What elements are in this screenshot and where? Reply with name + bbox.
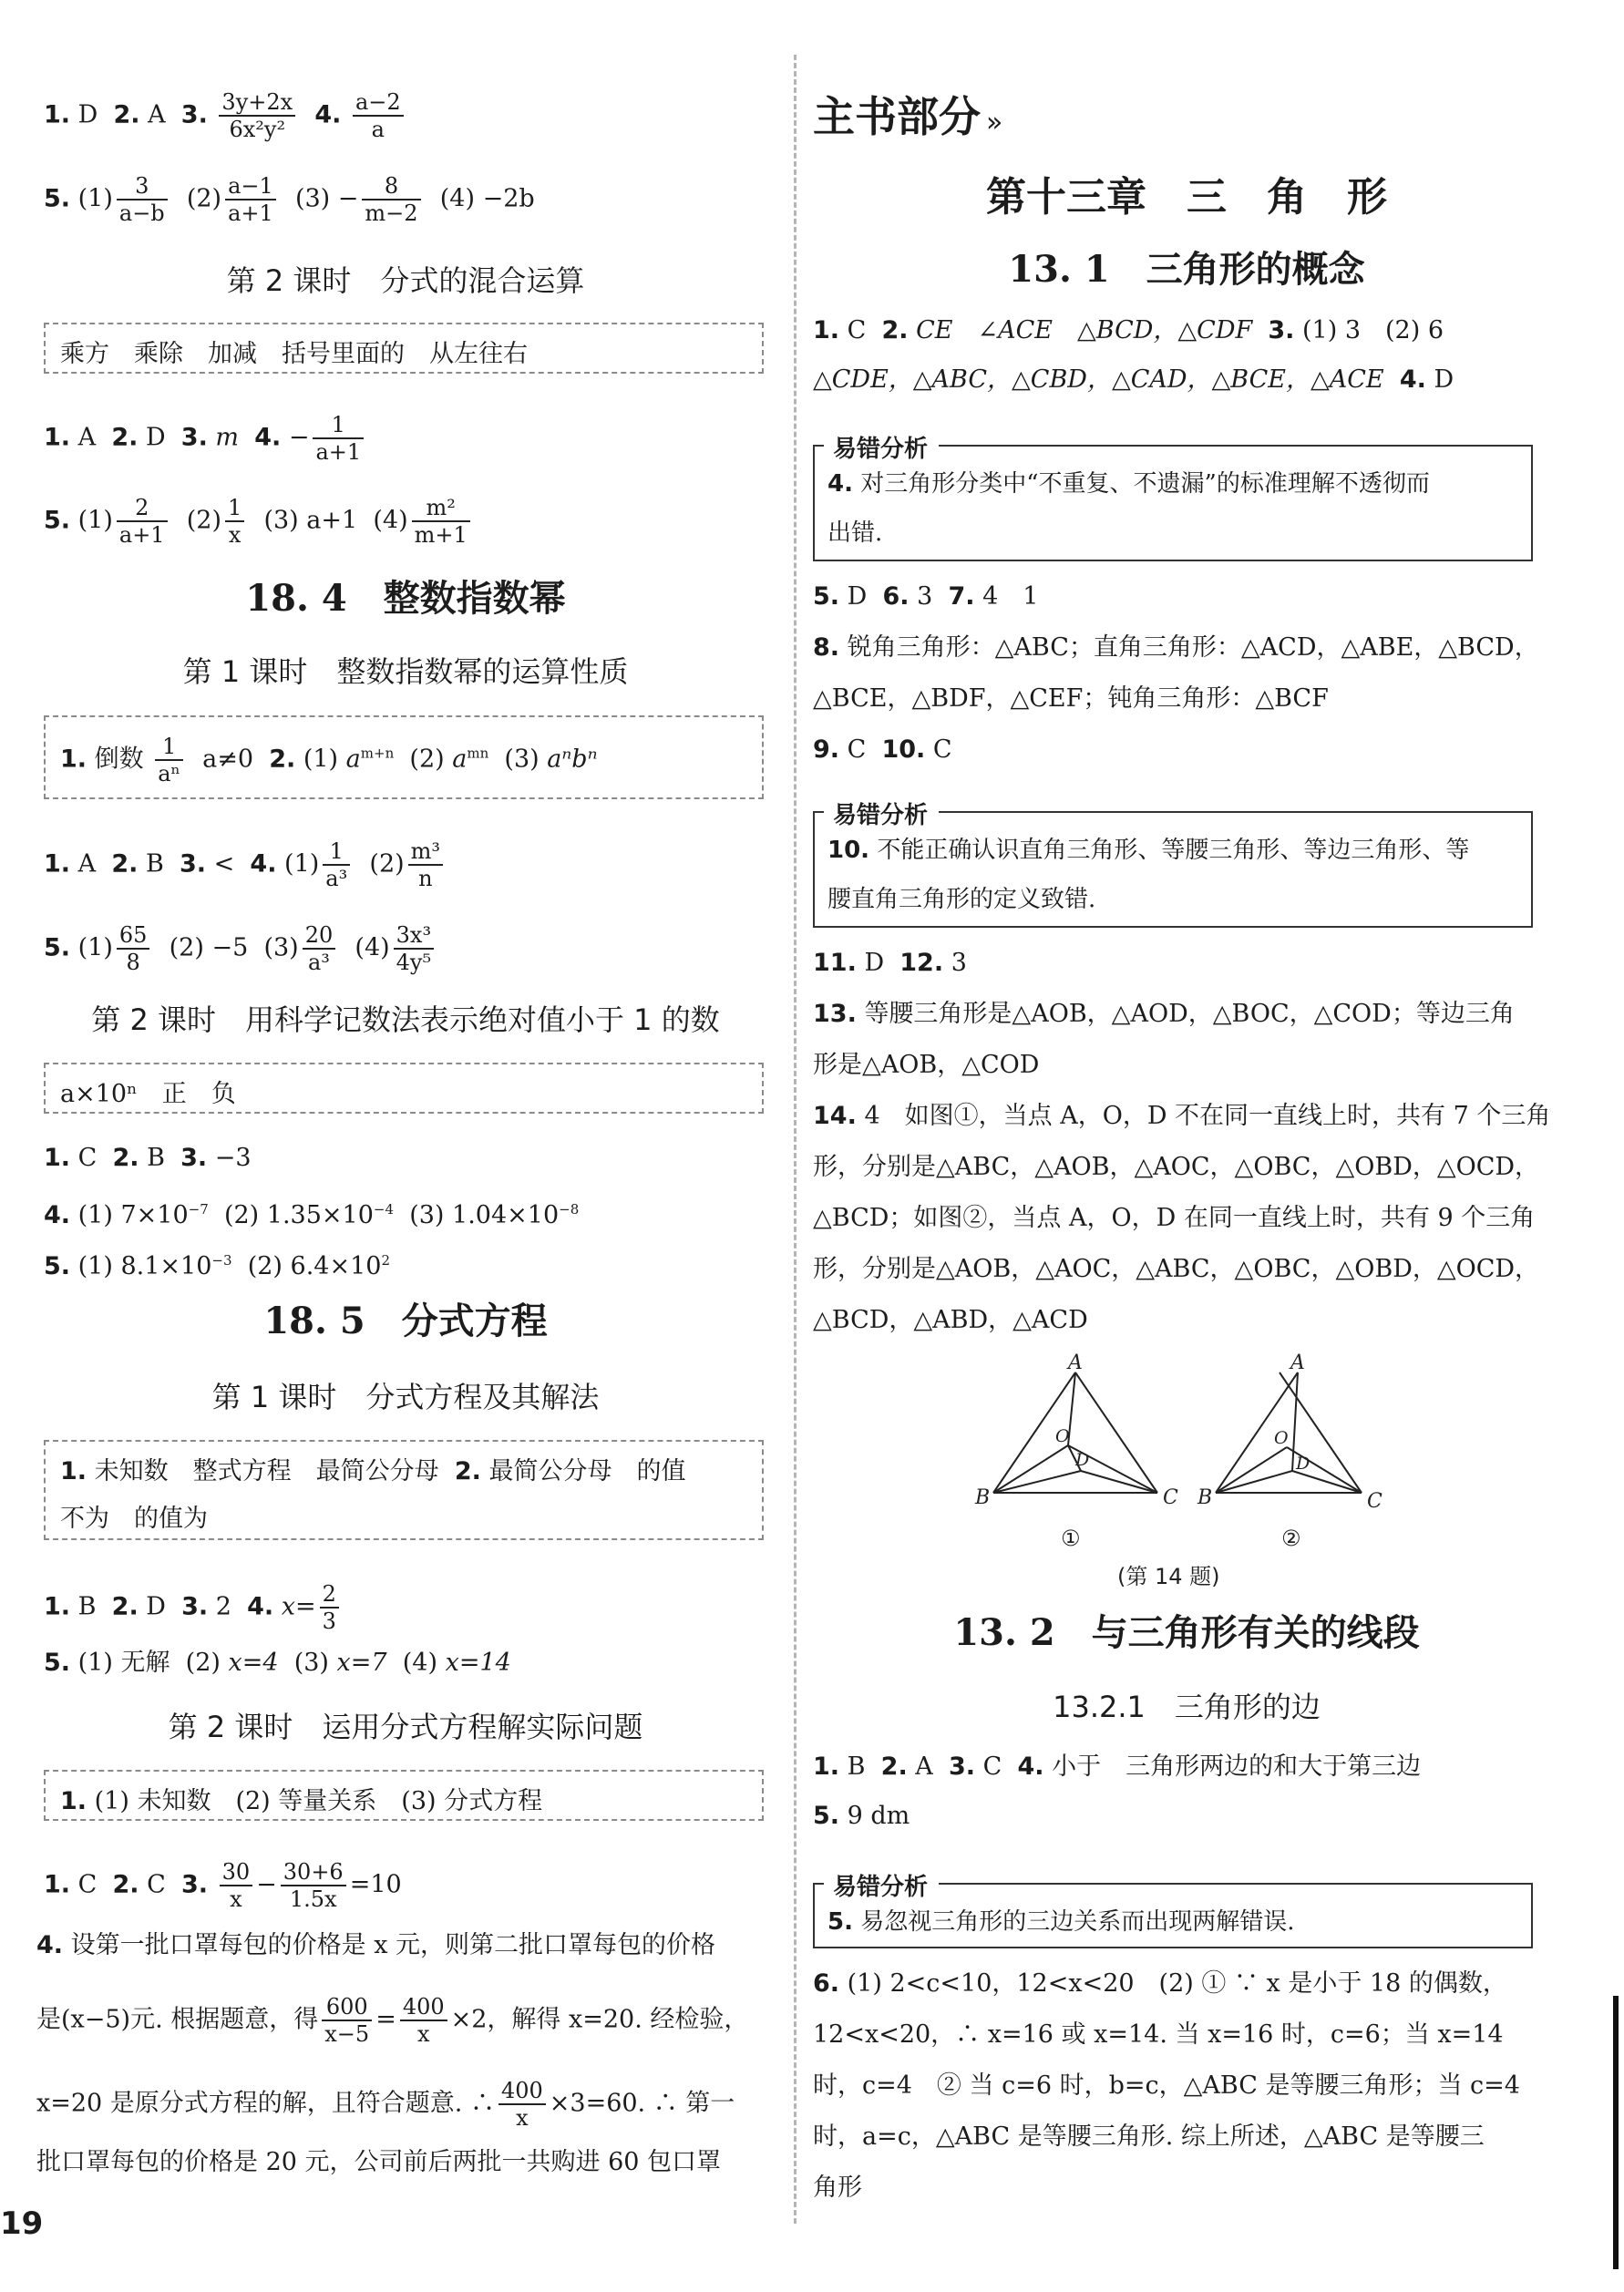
double-chevron-icon: » — [986, 107, 1003, 139]
answer-line: 形，分别是△ABC，△AOB，△AOC，△OBC，△OBD，△OCD， — [813, 1153, 1540, 1181]
answer-line: 角形 — [813, 2174, 862, 2202]
section-heading-18-5: 18. 5 分式方程 — [263, 1300, 548, 1342]
answer-line: 8. 锐角三角形：△ABC；直角三角形：△ACD，△ABE，△BCD， — [813, 633, 1539, 662]
fill-in-box: 1. 倒数 $\frac{1}{\text{aⁿ}}$ a≠0 2. (1) $a^{m+n}$ (2) $a^{mn}$ (3) aⁿbⁿ — [44, 715, 764, 799]
figure-2 — [1216, 1372, 1362, 1493]
section-heading-13-1: 13. 1 三角形的概念 — [1008, 248, 1365, 291]
fill-in-box: 1. (1) 未知数 (2) 等量关系 (3) 分式方程 — [44, 1770, 764, 1821]
q-num: 1. — [44, 100, 71, 129]
label-B: B — [1197, 1486, 1213, 1509]
chapter-title: 第十三章 三 角 形 — [986, 174, 1387, 221]
answer-line: 形是△AOB，△COD — [813, 1051, 1040, 1079]
answer-line: △BCE，△BDF，△CEF；钝角三角形：△BCF — [813, 684, 1329, 713]
error-analysis-box: 易错分析 5. 易忽视三角形的三边关系而出现两解错误. — [813, 1883, 1533, 1948]
answer-line-5: 1. A 2. B 3. < 4. (1) $\frac{1}{\text{a³}}$ (2) $\frac{\text{m³}}{n}$ — [44, 838, 447, 891]
q-num: 4. — [314, 100, 342, 129]
label-D: D — [1075, 1450, 1090, 1470]
answer-line: 14. 4 如图①，当点 A，O，D 不在同一直线上时，共有 7 个三角 — [813, 1102, 1551, 1130]
answer-line: 9. C 10. C — [813, 735, 952, 764]
lesson-heading: 第 2 课时 运用分式方程解实际问题 — [168, 1710, 643, 1744]
lesson-heading: 第 1 课时 分式方程及其解法 — [211, 1380, 600, 1414]
answer-line: 1. C 2. CE ∠ACE △BCD，△CDF 3. (1) 3 (2) 6 — [813, 316, 1444, 344]
main-book-title: 主书部分 » — [813, 92, 1003, 141]
label-B: B — [975, 1486, 991, 1509]
error-analysis-box: 易错分析 10. 不能正确认识直角三角形、等腰三角形、等边三角形、等 腰直角三角形的定义致错. — [813, 811, 1533, 928]
answer-line-3: 1. A 2. D 3. m 4. − $\frac{1}{a+1}$ — [44, 412, 367, 465]
label-A: A — [1290, 1352, 1305, 1374]
answer-line: △BCD，△ABD，△ACD — [813, 1306, 1088, 1334]
label-C: C — [1163, 1486, 1178, 1509]
page-number: 19 — [0, 2205, 44, 2242]
label-O: O — [1055, 1426, 1070, 1446]
answer-line: 时，a=c，△ABC 是等腰三角形. 综上所述，△ABC 是等腰三 — [813, 2122, 1485, 2151]
answer-line-1 — [44, 89, 407, 142]
lesson-heading: 第 1 课时 整数指数幂的运算性质 — [182, 654, 629, 689]
answer: D — [77, 100, 98, 129]
answer-line-12: 1. C 2. C 3. $\frac{30}{x}$ − $\frac{30+6}{1.5x}$ =10 — [44, 1859, 402, 1912]
label-D: D — [1296, 1454, 1311, 1474]
q-num: 3. — [180, 100, 208, 129]
label-A: A — [1068, 1352, 1083, 1374]
solution-line: 4. 设第一批口罩每包的价格是 x 元，则第二批口罩每包的价格 — [36, 1931, 716, 1959]
label-C: C — [1367, 1490, 1382, 1513]
fill-in-box: a×10ⁿ 正 负 — [44, 1063, 764, 1114]
answer-line-7: 1. C 2. B 3. −3 — [44, 1144, 252, 1172]
answer-line-6: 5. (1) $\frac{65}{8}$ (2) −5 (3) $\frac{20}{\text{a³}}$ (4) $\frac{\text{3x³}}{\text{4y⁵}}$ — [44, 922, 437, 975]
answer-line-9: 5. (1) $8.1\times 10^{-3}$ (2) $6.4\times 10^2$ — [44, 1252, 391, 1280]
answer-line: 时，c=4 ② 当 c=6 时，b=c，△ABC 是等腰三角形；当 c=4 — [813, 2071, 1520, 2100]
error-analysis-label: 易错分析 — [824, 430, 939, 464]
answer-line: 6. (1) 2<c<10，12<x<20 (2) ① ∵ x 是小于 18 的偶数， — [813, 1969, 1507, 1998]
answer-line-10: 1. B 2. D 3. 2 4. x= $\frac{2}{3}$ — [44, 1581, 343, 1634]
column-divider — [794, 55, 797, 2224]
answer-line-11: 5. (1) 无解 (2) x=4 (3) x=7 (4) x=14 — [44, 1649, 511, 1677]
fraction: $\frac{a-2}{a}$ — [353, 89, 404, 142]
answer-line: 形，分别是△AOB，△AOC，△ABC，△OBC，△OBD，△OCD， — [813, 1255, 1540, 1283]
error-analysis-box: 易错分析 4. 对三角形分类中“不重复、不遗漏”的标准理解不透彻而 出错. — [813, 445, 1533, 561]
figure-caption: (第 14 题) — [1117, 1564, 1220, 1589]
answer-line: 12<x<20，∴ x=16 或 x=14. 当 x=16 时，c=6；当 x=14 — [813, 2020, 1504, 2049]
section-heading-18-4: 18. 4 整数指数幂 — [245, 577, 566, 620]
fill-in-box: 1. 未知数 整式方程 最简公分母 2. 最简公分母 的值 不为 的值为 — [44, 1440, 764, 1540]
answer-line-4: 5. (1) $\frac{2}{a+1}$ (2) $\frac{1}{x}$ (3) a+1 (4) $\frac{\text{m²}}{m+1}$ — [44, 495, 474, 548]
caption-1: ① — [1061, 1526, 1081, 1551]
solution-line: x=20 是原分式方程的解，且符合题意. ∴ $\frac{400}{x}$ ×3=60. ∴ 第一 — [36, 2078, 735, 2131]
answer-line-2: 5. (1) $\frac{3}{a-b}$ (2) $\frac{a-1}{a+1}$ (3) − $\frac{8}{m-2}$ (4) −2b — [44, 173, 535, 226]
figure-1 — [993, 1372, 1157, 1493]
triangle-figure — [968, 1352, 1382, 1593]
caption-2: ② — [1281, 1526, 1301, 1551]
subsection-heading-13-2-1: 13.2.1 三角形的边 — [1053, 1690, 1321, 1724]
answer-line: 11. D 12. 3 — [813, 949, 967, 977]
q-num: 2. — [113, 100, 140, 129]
lesson-heading: 第 2 课时 用科学记数法表示绝对值小于 1 的数 — [91, 1002, 720, 1037]
page-edge-bar — [1613, 1996, 1619, 2269]
answer-line: 5. D 6. 3 7. 4 1 — [813, 582, 1039, 611]
answer: A — [148, 100, 166, 129]
answer-line: 1. B 2. A 3. C 4. 小于 三角形两边的和大于第三边 — [813, 1752, 1422, 1781]
solution-line: 是(x−5)元. 根据题意，得 $\frac{600}{x-5}$ = $\frac{400}{x}$ ×2，解得 x=20. 经检验， — [36, 1994, 749, 2047]
answer-line-8: 4. (1) $7\times 10^{-7}$ (2) $1.35\times 10^{-4}$ (3) $1.04\times 10^{-8}$ — [44, 1201, 580, 1229]
answer-line: △CDE，△ABC，△CBD，△CAD，△BCE，△ACE 4. D — [813, 365, 1454, 394]
label-O: O — [1274, 1428, 1289, 1448]
answer-line: 13. 等腰三角形是△AOB，△AOD，△BOC，△COD；等边三角 — [813, 1000, 1515, 1028]
answer-line: 5. 9 dm — [813, 1802, 910, 1830]
section-heading-13-2: 13. 2 与三角形有关的线段 — [953, 1611, 1420, 1654]
answer-line: △BCD；如图②，当点 A，O，D 在同一直线上时，共有 9 个三角 — [813, 1204, 1536, 1232]
solution-line: 批口罩每包的价格是 20 元，公司前后两批一共购进 60 包口罩 — [36, 2148, 722, 2176]
fill-in-box: 乘方 乘除 加减 括号里面的 从左往右 — [44, 323, 764, 374]
fraction: $\frac{3y+2x}{\text{6x²y²}}$ — [219, 89, 295, 142]
section-heading-2nd-lesson: 第 2 课时 分式的混合运算 — [226, 263, 585, 298]
